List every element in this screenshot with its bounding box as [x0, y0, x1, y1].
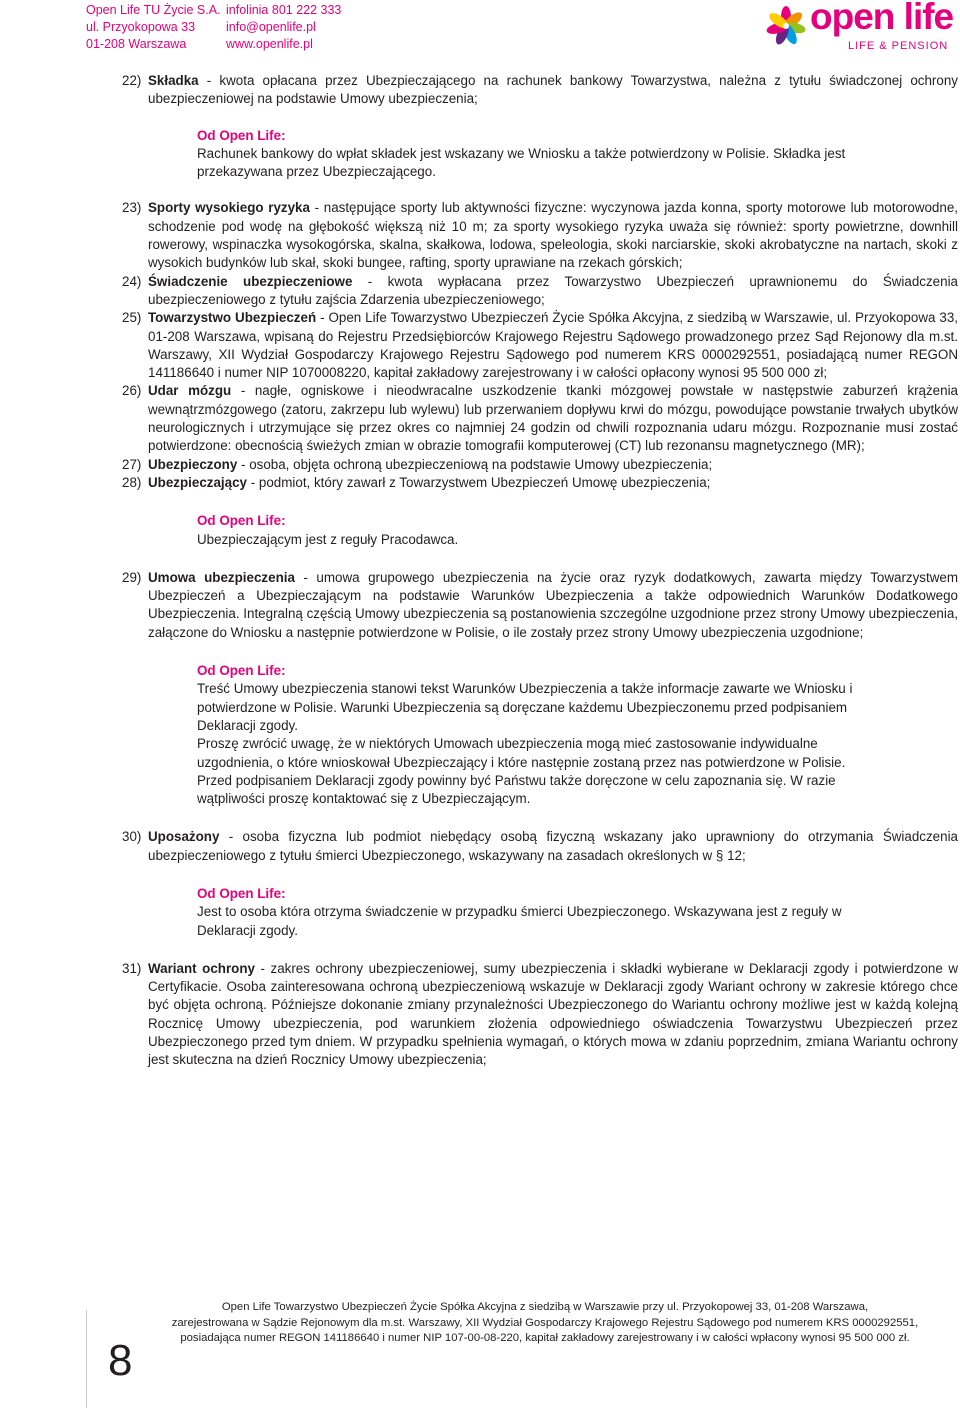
page-number: 8 — [108, 1336, 133, 1385]
definition-term: Wariant ochrony — [148, 960, 255, 976]
definition-31 — [120, 960, 958, 1070]
definition-22 — [120, 72, 958, 109]
footer-line: zarejestrowana w Sądzie Rejonowym dla m.st. Warszawy, XII Wydział Gospodarczy Krajowego Rejestru Sądowego pod numerem KRS 0000292551, — [171, 1316, 919, 1329]
definition-number: 31) — [122, 960, 142, 976]
company-name: Open Life TU Życie S.A. — [86, 3, 221, 17]
definition-number: 22) — [122, 73, 142, 88]
note-text: Jest to osoba która otrzyma świadczenie w przypadku śmierci Ubezpieczonego. Wskazywana jest z reguły w Deklaracji zgody. — [197, 904, 842, 938]
definition-text: - nagłe, ogniskowe i nieodwracalne uszkodzenie tkanki mózgowej powstałe w następstwie zaburzeń krążenia wewnątrzmózgowego (zatoru, zakrzepu lub wylewu) lub przerwaniem dopływu krwi do mózgu, powodujące powstanie trwałych ubytków neurologicznych i utrzymujące się przez okres co najmniej 24 godzin od chwili rozpoznania udaru mózgu. Rozpoznanie musi zostać potwierdzone: obecnością świeżych zmian w obrazie tomografii komputerowej (CT) lub rezonansu magnetycznego (MR); — [148, 383, 958, 454]
page-footer — [140, 1300, 950, 1347]
definition-text: - osoba fizyczna lub podmiot niebędący osobą fizyczną wskazany jako uprawniony do otrzymania Świadczenia ubezpieczeniowego z tytułu śmierci Ubezpieczonego, wskazywany na zasadach określonych w § 12; — [148, 829, 958, 863]
definition-number: 29) — [122, 569, 142, 585]
company-contact — [226, 2, 341, 53]
email-link[interactable]: info@openlife.pl — [226, 20, 316, 34]
definition-23 — [120, 199, 958, 272]
definition-text: - następujące sporty lub aktywności fizyczne: wyczynowa jazda konna, sporty motorowe lub motorowodne, schodzenie pod wodę na głębokość większą niż 10 m; za sporty wysokiego ryzyka uważa się również: sporty powietrzne, downhill rowerowy, wspinaczka wysokogórska, skalna, skałkowa, lodowa, speleologia, skoki narciarskie, skoki akrobatyczne na nartach, skoki z wysokich budynków lub skał, skoki bungee, rafting, sporty uprawiane na rzekach górskich; — [148, 200, 958, 271]
website-link[interactable]: www.openlife.pl — [226, 37, 313, 51]
definition-text: - podmiot, który zawarł z Towarzystwem Ubezpieczeń Umowę ubezpieczenia; — [247, 474, 711, 490]
definition-28 — [120, 474, 958, 492]
hotline: infolinia 801 222 333 — [226, 3, 342, 17]
footer-line: Open Life Towarzystwo Ubezpieczeń Życie Spółka Akcyjna z siedzibą w Warszawie przy ul. Przyokopowej 33, 01-208 Warszawa, — [221, 1301, 869, 1313]
definition-text: - kwota opłacana przez Ubezpieczającego na rachunek bankowy Towarzystwa, należna z tytułu świadczonej ochrony ubezpieczeniowej na podstawie Umowy ubezpieczenia; — [148, 73, 958, 107]
page-header — [0, 0, 960, 60]
note-title: Od Open Life: — [197, 885, 286, 901]
note-title: Od Open Life: — [197, 663, 286, 679]
definition-26 — [120, 382, 958, 455]
logo-wordmark: open life — [810, 0, 954, 37]
definition-term: Świadczenie ubezpieczeniowe — [148, 273, 353, 289]
definition-text: - Open Life Towarzystwo Ubezpieczeń Życie Spółka Akcyjna, z siedzibą w Warszawie, ul. Przyokopowa 33, 01-208 Warszawa, wpisaną do Rejestru Przedsiębiorców Krajowego Rejestru Sądowego prowadzonego przez Sąd Rejonowy dla m.st. Warszawy, XII Wydział Gospodarczy Krajowego Rejestru Sądowego pod numerem KRS 0000292551, posiadającą numer REGON 141186640 i numer NIP 1070008220, kapitał zakładowy zarejestrowany i w całości opłacony wynosi 95 500 000 zł; — [148, 310, 958, 381]
definition-term: Umowa ubezpieczenia — [148, 569, 295, 585]
definition-term: Składka — [148, 73, 199, 88]
definition-number: 25) — [122, 310, 142, 326]
definition-number: 26) — [122, 383, 142, 399]
definition-term: Sporty wysokiego ryzyka — [148, 200, 310, 216]
definition-number: 30) — [122, 829, 142, 845]
open-life-note — [197, 127, 862, 182]
definition-term: Ubezpieczający — [148, 474, 247, 490]
definition-29 — [120, 569, 958, 642]
definition-number: 24) — [122, 273, 142, 289]
definition-term: Uposażony — [148, 829, 220, 845]
note-text: Proszę zwrócić uwagę, że w niektórych Umowach ubezpieczenia mogą mieć zastosowanie indywidualne uzgodnienia, o które wnioskował Ubezpieczający i które następnie zostaną przez nas potwierdzone w Polisie. — [197, 736, 846, 770]
open-life-note — [197, 512, 862, 549]
logo-tagline: LIFE & PENSION — [848, 40, 949, 52]
definition-text: - umowa grupowego ubezpieczenia na życie oraz ryzyk dodatkowych, zawarta między Towarzystwem Ubezpieczeń a Ubezpieczającym na podstawie Warunków Ubezpieczenia a także odpowiednich Warunków Dodatkowego Ubezpieczenia. Integralną częścią Umowy ubezpieczenia są postanowienia szczególne uzgodnione przez strony Umowy ubezpieczenia, załączone do Wniosku a następnie potwierdzone w Polisie, o ile zostały przez strony Umowy ubezpieczenia uzgodnione; — [148, 569, 958, 640]
footer-divider — [86, 1310, 87, 1408]
open-life-note — [197, 662, 862, 808]
footer-line: posiadająca numer REGON 141186640 i numer NIP 107-00-08-220, kapitał zakładowy zarejestrowany i w całości wpłacony wynosi 95 500 000 zł. — [180, 1332, 910, 1344]
company-address — [86, 2, 221, 53]
note-text: Ubezpieczającym jest z reguły Pracodawca. — [197, 531, 459, 547]
definition-term: Udar mózgu — [148, 383, 232, 399]
definition-30 — [120, 828, 958, 865]
note-text: Przed podpisaniem Deklaracji zgody powinny być Państwu także doręczone w celu zapoznania się. W razie wątpliwości proszę kontaktować się z Ubezpieczającym. — [197, 772, 836, 807]
definition-25 — [120, 309, 958, 382]
definition-27 — [120, 456, 958, 474]
definition-number: 27) — [122, 456, 142, 472]
definition-text: - osoba, objęta ochroną ubezpieczeniową na podstawie Umowy ubezpieczenia; — [237, 456, 713, 472]
open-life-logo — [764, 2, 954, 54]
definitions-list — [120, 72, 958, 1070]
note-title: Od Open Life: — [197, 127, 286, 143]
definition-text: - zakres ochrony ubezpieczeniowej, sumy ubezpieczenia i składki wybierane w Deklaracji zgody i potwierdzone w Certyfikacie. Osoba zainteresowana ochroną ubezpieczeniową wskazuje w Deklaracji zgody Wariant ochrony w zakresie którego chce być objęta ochroną. Późniejsze dokonanie zmiany przynależności Ubezpieczonego do Wariantu ochrony możliwe jest w każdą kolejną Rocznicę Umowy ubezpieczenia, pod warunkiem złożenia odpowiedniego oświadczenia Towarzystwu Ubezpieczeń przez Ubezpieczonego przed tym dniem. W przypadku spełnienia wymagań, o których mowa w zdaniu poprzednim, zmiana Wariantu ochrony jest skuteczna na dzień Rocznicy Umowy ubezpieczenia; — [148, 960, 958, 1068]
note-text: Rachunek bankowy do wpłat składek jest wskazany we Wniosku a także potwierdzony w Polisie. Składka jest przekazywana przez Ubezpieczającego. — [197, 145, 846, 180]
definition-number: 28) — [122, 474, 142, 490]
flower-logo-icon — [764, 4, 808, 48]
definition-text: - kwota wypłacana przez Towarzystwo Ubezpieczeń uprawnionemu do Świadczenia ubezpieczeniowego z tytułu zajścia Zdarzenia ubezpieczeniowego; — [148, 273, 959, 307]
definition-24 — [120, 273, 958, 310]
definition-number: 23) — [122, 200, 142, 216]
definition-term: Ubezpieczony — [148, 456, 238, 472]
open-life-note — [197, 885, 862, 940]
company-city: 01-208 Warszawa — [86, 37, 187, 51]
note-title: Od Open Life: — [197, 513, 286, 529]
definition-term: Towarzystwo Ubezpieczeń — [148, 310, 317, 326]
note-text: Treść Umowy ubezpieczenia stanowi tekst Warunków Ubezpieczenia a także informacje zawarte we Wniosku i potwierdzone w Polisie. Warunki Ubezpieczenia są doręczane każdemu Ubezpieczonemu przed podpisaniem Deklaracji zgody. — [197, 681, 853, 733]
company-street: ul. Przyokopowa 33 — [86, 20, 196, 34]
